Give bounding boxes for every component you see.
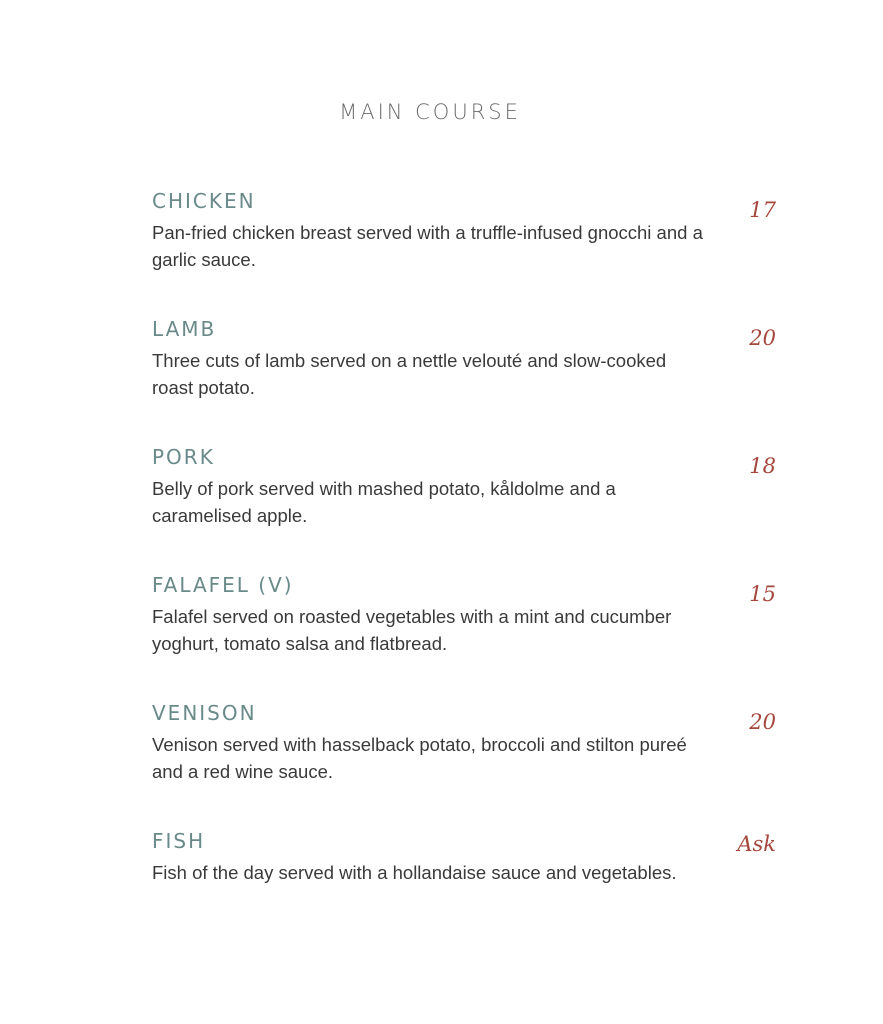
menu-item-chicken <box>152 186 782 314</box>
item-price: Ask <box>737 832 776 856</box>
item-name: FISH <box>152 829 206 853</box>
item-description: Falafel served on roasted vegetables with a mint and cucumber yoghurt, tomato salsa and flatbread. <box>152 606 672 654</box>
item-description: Belly of pork served with mashed potato, kåldolme and a caramelised apple. <box>152 478 616 526</box>
item-price: 20 <box>749 710 776 734</box>
menu-item-falafel <box>152 570 782 698</box>
item-name: CHICKEN <box>152 189 256 213</box>
item-name: FALAFEL (V) <box>152 573 294 597</box>
menu-item-pork <box>152 442 782 570</box>
item-price: 20 <box>749 326 776 350</box>
item-price: 17 <box>749 198 776 222</box>
item-price: 15 <box>749 582 776 606</box>
item-name: LAMB <box>152 317 217 341</box>
item-price: 18 <box>749 454 776 478</box>
item-description: Fish of the day served with a hollandaise sauce and vegetables. <box>152 862 677 883</box>
menu-title: MAIN COURSE <box>339 100 521 124</box>
menu-item-venison <box>152 698 782 826</box>
item-description: Venison served with hasselback potato, broccoli and stilton pureé and a red wine sauce. <box>152 734 687 782</box>
menu-item-lamb <box>152 314 782 442</box>
item-name: PORK <box>152 445 215 469</box>
item-description: Three cuts of lamb served on a nettle velouté and slow-cooked roast potato. <box>152 350 667 398</box>
item-name: VENISON <box>152 701 257 725</box>
menu-list <box>152 186 782 954</box>
menu-item-fish <box>152 826 782 954</box>
item-description: Pan-fried chicken breast served with a truffle-infused gnocchi and a garlic sauce. <box>152 222 703 270</box>
